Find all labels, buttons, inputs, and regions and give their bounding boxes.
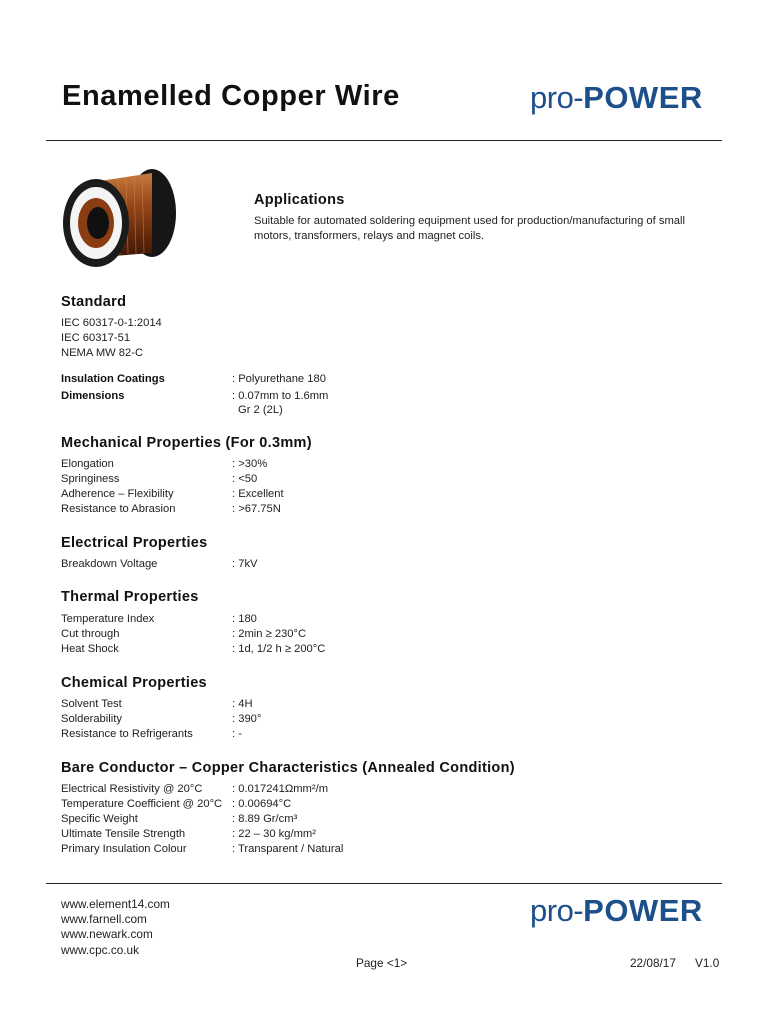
property-value: : 0.017241Ωmm²/m	[232, 783, 329, 795]
thermal-heading: Thermal Properties	[61, 589, 199, 605]
property-label: Primary Insulation Colour	[61, 843, 187, 855]
document-version: V1.0	[695, 956, 720, 970]
property-value: : 1d, 1/2 h ≥ 200°C	[232, 643, 326, 655]
spec-value: Gr 2 (2L)	[238, 404, 283, 416]
property-label: Temperature Coefficient @ 20°C	[61, 798, 223, 810]
chemical-heading: Chemical Properties	[61, 675, 207, 691]
footer-divider	[46, 883, 722, 884]
property-value: : Excellent	[232, 488, 284, 500]
property-value: : >67.75N	[232, 503, 281, 515]
standard-list	[61, 316, 162, 362]
link-farnell[interactable]: www.farnell.com	[61, 912, 147, 927]
spec-value: : Polyurethane 180	[232, 373, 326, 385]
property-value: : 0.00694°C	[232, 798, 292, 810]
page-title: Enamelled Copper Wire	[62, 80, 400, 112]
standard-heading: Standard	[61, 294, 127, 310]
logo-pro-text: pro-	[530, 80, 584, 115]
property-label: Ultimate Tensile Strength	[61, 828, 186, 840]
property-label: Resistance to Abrasion	[61, 503, 176, 515]
property-label: Heat Shock	[61, 643, 119, 655]
electrical-heading: Electrical Properties	[61, 535, 208, 551]
bare-conductor-heading: Bare Conductor – Copper Characteristics (Annealed Condition)	[61, 760, 515, 776]
link-newark[interactable]: www.newark.com	[61, 927, 153, 942]
applications-text-line: motors, transformers, relays and magnet coils.	[254, 230, 485, 243]
pro-power-logo	[530, 893, 703, 929]
property-value: : 4H	[232, 698, 253, 710]
property-value: : 180	[232, 613, 257, 625]
property-value: : 22 – 30 kg/mm²	[232, 828, 316, 840]
property-label: Breakdown Voltage	[61, 558, 158, 570]
property-label: Springiness	[61, 473, 120, 485]
header-divider	[46, 140, 722, 141]
property-value: : 390°	[232, 713, 262, 725]
applications-heading: Applications	[254, 192, 345, 208]
standard-item: NEMA MW 82-C	[61, 347, 144, 360]
property-label: Cut through	[61, 628, 120, 640]
property-value: : 7kV	[232, 558, 258, 570]
property-value: : >30%	[232, 458, 268, 470]
applications-text-line: Suitable for automated soldering equipment used for production/manufacturing of small	[254, 215, 685, 227]
logo-pro-text: pro-	[530, 893, 584, 928]
pro-power-logo	[530, 80, 703, 116]
logo-power-text: POWER	[583, 893, 703, 928]
spec-label: Dimensions	[61, 390, 125, 402]
footer-links	[61, 897, 170, 958]
link-cpc[interactable]: www.cpc.co.uk	[61, 942, 140, 957]
link-element14[interactable]: www.element14.com	[61, 897, 170, 911]
spec-value: : 0.07mm to 1.6mm	[232, 390, 329, 402]
property-label: Solvent Test	[61, 698, 122, 710]
property-value: : 2min ≥ 230°C	[232, 628, 307, 640]
property-label: Adherence – Flexibility	[61, 488, 174, 500]
copper-wire-spool-icon	[60, 165, 178, 269]
spec-label: Insulation Coatings	[61, 373, 165, 385]
standard-item: IEC 60317-0-1:2014	[61, 317, 162, 329]
applications-text	[254, 214, 685, 244]
property-label: Electrical Resistivity @ 20°C	[61, 783, 203, 795]
property-label: Solderability	[61, 713, 122, 725]
property-value: : 8.89 Gr/cm³	[232, 813, 298, 825]
property-value: : Transparent / Natural	[232, 843, 344, 855]
document-date: 22/08/17	[630, 956, 676, 970]
property-label: Specific Weight	[61, 813, 138, 825]
page-number: Page <1>	[356, 956, 408, 970]
mechanical-heading: Mechanical Properties (For 0.3mm)	[61, 435, 312, 451]
property-value: : -	[232, 728, 242, 740]
standard-item: IEC 60317-51	[61, 332, 131, 345]
logo-power-text: POWER	[583, 80, 703, 115]
property-label: Temperature Index	[61, 613, 155, 625]
property-label: Elongation	[61, 458, 114, 470]
property-value: : <50	[232, 473, 258, 485]
property-label: Resistance to Refrigerants	[61, 728, 193, 740]
